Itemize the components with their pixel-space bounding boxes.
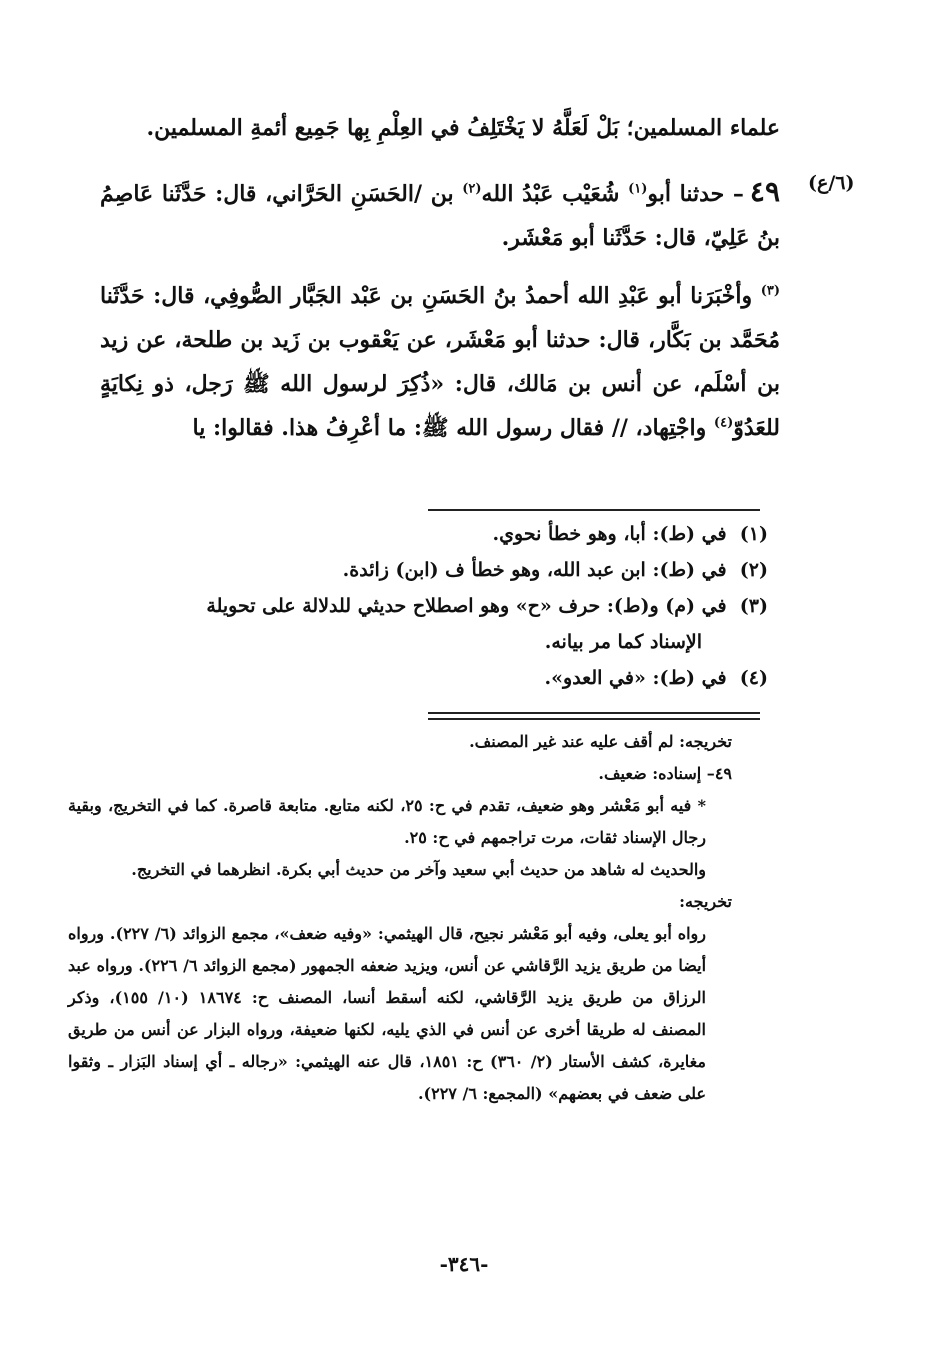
takhrij-line-1 — [68, 726, 732, 758]
takhrij-line-1-text: : لم أقف عليه عند غير المصنف. — [469, 732, 686, 751]
double-separator — [428, 712, 760, 720]
footnote-ref-2: (٢) — [462, 181, 482, 197]
footnotes — [60, 516, 768, 696]
hadith-number: ٤٩ — [749, 175, 780, 208]
margin-reference: (٦/ع) — [808, 172, 855, 194]
hadith-text — [100, 170, 780, 450]
footnote-text: في (م) و(ط): حرف «ح» وهو اصطلاح حديثي للدلالة على تحويلة — [206, 595, 727, 617]
footnote-1 — [60, 516, 768, 552]
footnote-3-continuation: الإسناد كما مر بيانه. — [544, 631, 702, 653]
footnote-ref-1: (١) — [628, 181, 648, 197]
isnad-text: : ضعيف. — [598, 764, 659, 783]
footnote-separator — [428, 509, 760, 511]
footnote-text: في (ط): «في العدو». — [544, 667, 727, 689]
footnote-text: في (ط): ابن عبد الله، وهو خطأ ف (ابن) زائدة. — [342, 559, 727, 581]
isnad-label: ٤٩– إسناده — [658, 764, 732, 783]
footnote-4 — [60, 660, 768, 696]
takhrij-body: رواه أبو يعلى، وفيه أبو مَعْشر نجيح، قال الهيثمي: «وفيه ضعف»، مجمع الزوائد (٦/ ٢٢٧). ورواه أيضا من طريق يزيد الرَّقاشي عن أنس، ويزيد ضعفه الجمهور (مجمع الزوائد ٦/ ٢٢٦). ورواه عبد الرزاق من طريق يزيد الرَّقاشي، لكنه أسقط أنسا، المصنف ح: ١٨٦٧٤ (١٠/ ١٥٥)، وذكر المصنف له طريقا أخرى عن أنس في الذي يليه، لكنها ضعيفة، ورواه البزار عن أنس من طريق مغايرة، كشف الأستار (٢/ ٣٦٠) ح: ١٨٥١، قال عنه الهيثمي: «رجاله ـ أي إسناد البَزار ـ وثقوا على ضعف في بعضهم» (المجمع: ٦/ ٢٢٧). — [68, 924, 707, 1103]
takhrij-section — [68, 726, 732, 1110]
shawahid-note: والحديث له شاهد من حديث أبي سعيد وآخر من حديث أبي بكرة. انظرهما في التخريج. — [131, 860, 706, 879]
takhrij-label: تخريجه — [685, 732, 732, 751]
takhrij-heading: تخريجه: — [679, 892, 732, 911]
continuation-paragraph — [100, 106, 780, 150]
hadith-text-1b: شُعَيْب عَبْدُ الله — [481, 181, 629, 207]
footnote-2 — [60, 552, 768, 588]
footnote-number: (٢) — [739, 559, 768, 581]
hadith-paragraph-1 — [100, 170, 780, 260]
intro-line: علماء المسلمين؛ بَلْ لَعَلَّهُ لا يَخْتَلِفُ في العِلْمِ بِها جَمِيع أئمةِ المسلمين. — [146, 115, 780, 141]
hadith-text-1a: – حدثنا أبو — [647, 181, 744, 207]
hadith-paragraph-2 — [100, 274, 780, 450]
isnad-line — [68, 758, 732, 790]
hadith-text-1c: بن /الحَسَنِ الحَرَّاني، قال: حَدَّثَنا عَاصِمُ بنُ عَلِيّ، قال: حَدَّثَنا أبو مَعْشَر. — [100, 181, 780, 251]
footnote-number: (٣) — [739, 595, 768, 617]
footnote-ref-3: (٣) — [760, 283, 780, 299]
footnote-text: في (ط): أبا، وهو خطأ نحوي. — [492, 523, 727, 545]
hadith-text-2a: وأخْبَرَنا أبو عَبْدِ الله أحمدُ بنُ الحَسَنِ بن عَبْد الجَبَّار الصُّوفِي، قال: حَدَّثَنا مُحَمَّد بن بَكَّار، قال: حدثنا أبو مَعْشَر، عن يَعْقوب بن زَيد بن طلحة، عن زيد بن أسْلَم، عن أنس بن مَالك، قال: «ذُكِرَ لرسول الله ﷺ رَجل، ذو نِكايَةٍ للعَدُوّ — [100, 283, 780, 441]
page-number: -٣٤٦- — [439, 1252, 489, 1276]
isnad-note: * فيه أبو مَعْشر وهو ضعيف، تقدم في ح: ٢٥، لكنه متابع. متابعة قاصرة. كما في التخريج، وبقية رجال الإسناد ثقات، مرت تراجمهم في ح: ٢٥. — [68, 796, 707, 847]
footnote-3 — [60, 588, 768, 624]
hadith-text-2b: واجْتِهاد، // فقال رسول الله ﷺ: ما أعْرِفُ هذا. فقالوا: يا — [192, 415, 714, 441]
footnote-ref-4: (٤) — [713, 415, 734, 431]
footnote-number: (١) — [739, 523, 768, 545]
footnote-number: (٤) — [739, 667, 768, 689]
